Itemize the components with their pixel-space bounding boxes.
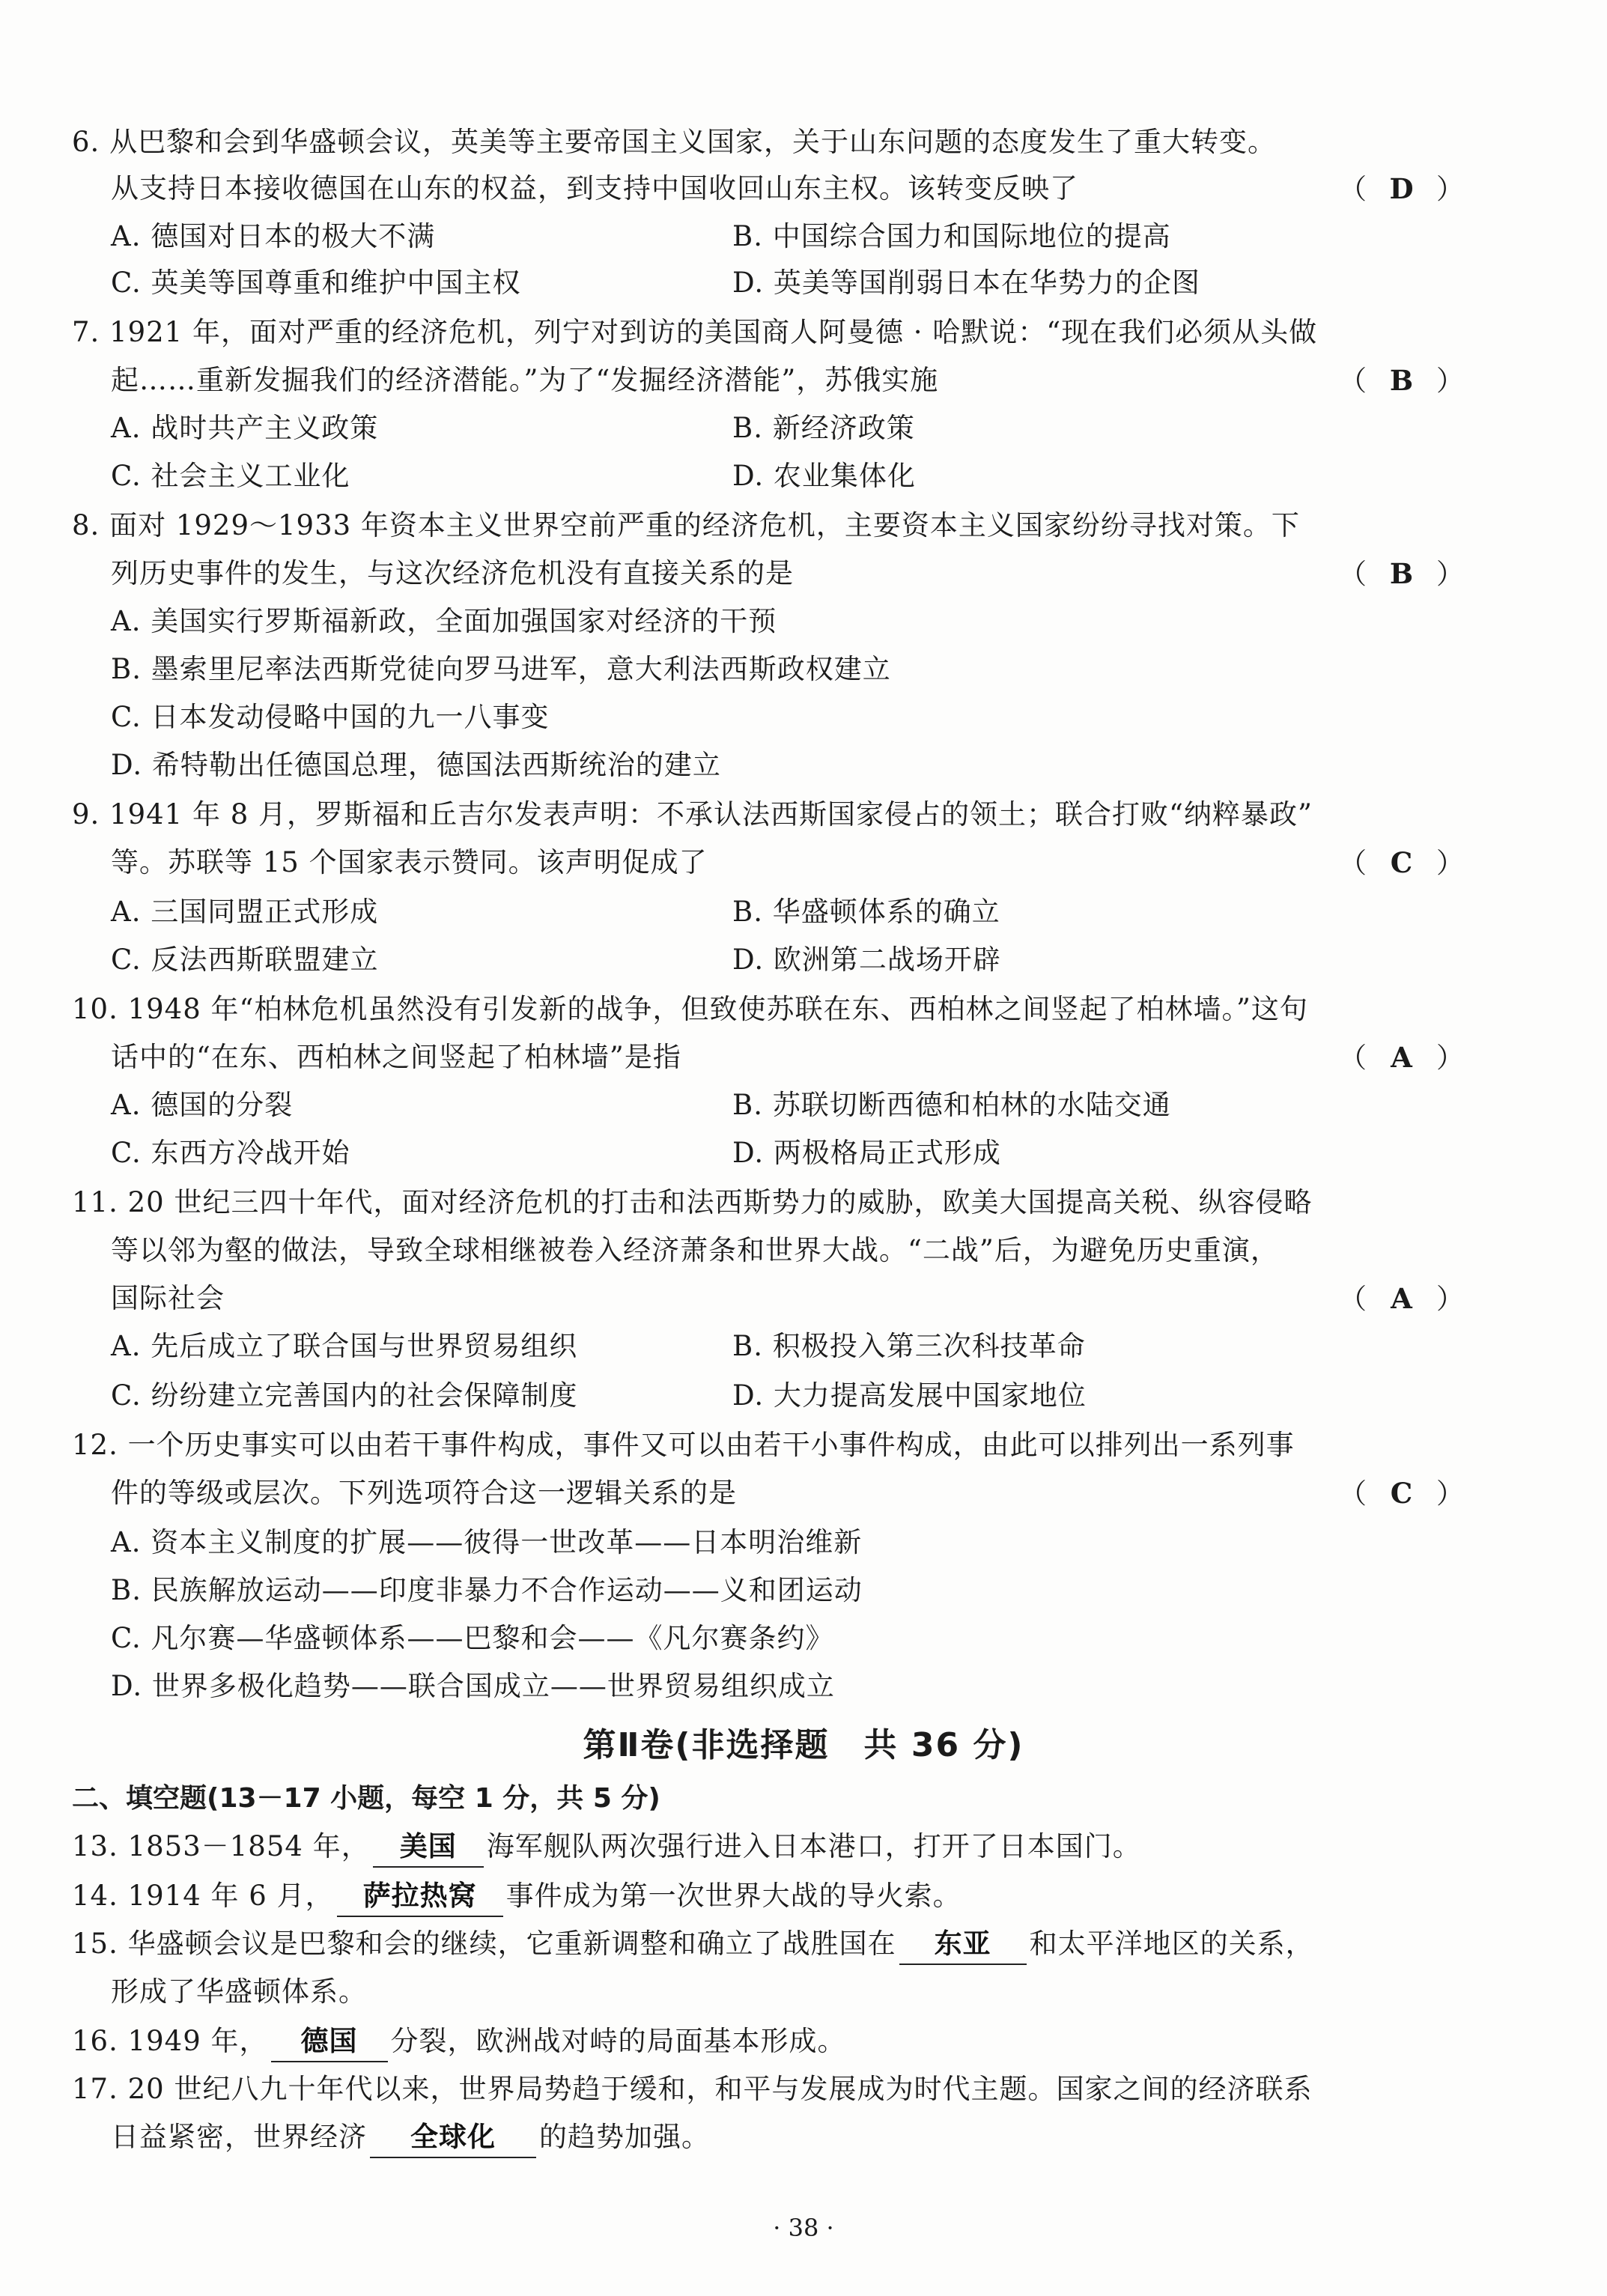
q12-option-b: B. 民族解放运动——印度非暴力不合作运动——义和团运动 bbox=[111, 1574, 863, 1606]
q9-answer bbox=[1339, 839, 1465, 887]
paren-close: ） bbox=[1436, 847, 1465, 879]
q6-option-a: A. 德国对日本的极大不满 bbox=[111, 220, 436, 252]
q7-option-d: D. 农业集体化 bbox=[732, 460, 916, 492]
paren-close: ） bbox=[1436, 1477, 1465, 1510]
q11-option-b: B. 积极投入第三次科技革命 bbox=[732, 1330, 1086, 1362]
q9-answer-letter: C bbox=[1390, 846, 1414, 879]
q15-post: 和太平洋地区的关系， bbox=[1029, 1928, 1314, 1960]
paren-open: （ bbox=[1339, 847, 1367, 879]
q16-post: 分裂，欧洲战对峙的局面基本形成。 bbox=[390, 2025, 846, 2057]
q8-answer bbox=[1339, 550, 1465, 598]
q11-stem-line3: 国际社会 bbox=[111, 1282, 225, 1314]
q11-option-c: C. 纷纷建立完善国内的社会保障制度 bbox=[111, 1379, 578, 1412]
q13-line bbox=[72, 1823, 1141, 1871]
q11-stem-line1: 11. 20 世纪三四十年代，面对经济危机的打击和法西斯势力的威胁，欧美大国提高关税、纵容侵略 bbox=[72, 1186, 1313, 1218]
paren-close: ） bbox=[1436, 365, 1465, 397]
q14-blank: 萨拉热窝 bbox=[337, 1877, 503, 1917]
q17-blank: 全球化 bbox=[370, 2118, 536, 2158]
q12-option-c: C. 凡尔赛—华盛顿体系——巴黎和会——《凡尔赛条约》 bbox=[111, 1622, 834, 1654]
q8-stem-line2: 列历史事件的发生，与这次经济危机没有直接关系的是 bbox=[111, 557, 794, 589]
q9-stem-line1: 9. 1941 年 8 月，罗斯福和丘吉尔发表声明：不承认法西斯国家侵占的领土；联合打败“纳粹暴政” bbox=[72, 798, 1313, 830]
q17-line2 bbox=[111, 2113, 710, 2161]
q7-stem-line2: 起……重新发掘我们的经济潜能。”为了“发掘经济潜能”，苏俄实施 bbox=[111, 364, 939, 396]
q8-answer-letter: B bbox=[1389, 557, 1415, 590]
q9-option-c: C. 反法西斯联盟建立 bbox=[111, 944, 379, 976]
q6-option-b: B. 中国综合国力和国际地位的提高 bbox=[732, 220, 1171, 252]
paren-close: ） bbox=[1436, 558, 1465, 590]
page-number: · 38 · bbox=[773, 2214, 834, 2242]
q11-answer-letter: A bbox=[1391, 1282, 1413, 1315]
q10-option-a: A. 德国的分裂 bbox=[111, 1089, 294, 1121]
q8-option-c: C. 日本发动侵略中国的九一八事变 bbox=[111, 701, 550, 733]
q8-option-a: A. 美国实行罗斯福新政，全面加强国家对经济的干预 bbox=[111, 605, 777, 637]
q11-stem-line2: 等以邻为壑的做法，导致全球相继被卷入经济萧条和世界大战。“二战”后，为避免历史重演， bbox=[111, 1234, 1279, 1266]
paren-close: ） bbox=[1436, 1042, 1465, 1074]
q6-stem-line2: 从支持日本接收德国在山东的权益，到支持中国收回山东主权。该转变反映了 bbox=[111, 172, 1078, 204]
q14-line bbox=[72, 1872, 962, 1920]
q8-option-b: B. 墨索里尼率法西斯党徒向罗马进军，意大利法西斯政权建立 bbox=[111, 653, 891, 685]
q10-option-b: B. 苏联切断西德和柏林的水陆交通 bbox=[732, 1089, 1171, 1121]
q6-answer-letter: D bbox=[1389, 172, 1415, 205]
q10-answer-letter: A bbox=[1391, 1041, 1413, 1074]
q12-stem-line2: 件的等级或层次。下列选项符合这一逻辑关系的是 bbox=[111, 1477, 737, 1509]
q9-stem-line2: 等。苏联等 15 个国家表示赞同。该声明促成了 bbox=[111, 846, 708, 878]
q6-option-d: D. 英美等国削弱日本在华势力的企图 bbox=[732, 267, 1200, 299]
q8-stem-line1: 8. 面对 1929～1933 年资本主义世界空前严重的经济危机，主要资本主义国家纷纷寻找对策。下 bbox=[72, 509, 1300, 541]
q13-post: 海军舰队两次强行进入日本港口，打开了日本国门。 bbox=[486, 1830, 1141, 1862]
q15-pre: 15. 华盛顿会议是巴黎和会的继续，它重新调整和确立了战胜国在 bbox=[72, 1928, 896, 1960]
q7-answer-letter: B bbox=[1389, 364, 1415, 397]
q13-blank: 美国 bbox=[373, 1827, 484, 1868]
section-title: 第Ⅱ卷(非选择题 共 36 分) bbox=[583, 1726, 1024, 1764]
paren-open: （ bbox=[1339, 558, 1367, 590]
q10-stem-line2: 话中的“在东、西柏林之间竖起了柏林墙”是指 bbox=[111, 1041, 681, 1073]
q14-post: 事件成为第一次世界大战的导火索。 bbox=[505, 1880, 962, 1912]
q7-option-a: A. 战时共产主义政策 bbox=[111, 412, 379, 444]
q17-post: 的趋势加强。 bbox=[539, 2121, 710, 2153]
fill-in-heading: 二、填空题(13－17 小题，每空 1 分，共 5 分) bbox=[72, 1783, 660, 1814]
q12-answer-letter: C bbox=[1390, 1477, 1414, 1510]
q7-option-c: C. 社会主义工业化 bbox=[111, 460, 350, 492]
paren-open: （ bbox=[1339, 365, 1367, 397]
q11-answer bbox=[1339, 1275, 1465, 1322]
q6-option-c: C. 英美等国尊重和维护中国主权 bbox=[111, 267, 521, 299]
paren-open: （ bbox=[1339, 173, 1367, 205]
q9-option-b: B. 华盛顿体系的确立 bbox=[732, 896, 1000, 928]
paren-close: ） bbox=[1436, 1283, 1465, 1315]
paren-close: ） bbox=[1436, 173, 1465, 205]
q12-answer bbox=[1339, 1469, 1465, 1517]
q13-pre: 13. 1853－1854 年， bbox=[72, 1830, 370, 1862]
q7-stem-line1: 7. 1921 年，面对严重的经济危机，列宁对到访的美国商人阿曼德 · 哈默说：“现在我们必须从头做 bbox=[72, 316, 1318, 348]
q10-answer bbox=[1339, 1033, 1465, 1081]
q6-stem-line1: 6. 从巴黎和会到华盛顿会议，英美等主要帝国主义国家，关于山东问题的态度发生了重大转变。 bbox=[72, 126, 1277, 158]
q9-option-d: D. 欧洲第二战场开辟 bbox=[732, 944, 1001, 976]
q10-option-d: D. 两极格局正式形成 bbox=[732, 1137, 1001, 1169]
q6-answer bbox=[1339, 165, 1465, 213]
q12-option-d: D. 世界多极化趋势——联合国成立——世界贸易组织成立 bbox=[111, 1670, 835, 1702]
paren-open: （ bbox=[1339, 1042, 1367, 1074]
q11-option-a: A. 先后成立了联合国与世界贸易组织 bbox=[111, 1330, 578, 1362]
q17-line1: 17. 20 世纪八九十年代以来，世界局势趋于缓和，和平与发展成为时代主题。国家之间的经济联系 bbox=[72, 2073, 1313, 2105]
q10-option-c: C. 东西方冷战开始 bbox=[111, 1137, 350, 1169]
q12-option-a: A. 资本主义制度的扩展——彼得一世改革——日本明治维新 bbox=[111, 1526, 863, 1558]
q15-line2: 形成了华盛顿体系。 bbox=[111, 1975, 367, 2008]
q7-answer bbox=[1339, 356, 1465, 404]
q11-option-d: D. 大力提高发展中国家地位 bbox=[732, 1379, 1087, 1412]
q16-pre: 16. 1949 年， bbox=[72, 2025, 268, 2057]
q14-pre: 14. 1914 年 6 月， bbox=[72, 1880, 334, 1912]
q17-pre: 日益紧密，世界经济 bbox=[111, 2121, 367, 2153]
q12-stem-line1: 12. 一个历史事实可以由若干事件构成，事件又可以由若干小事件构成，由此可以排列出一系列事 bbox=[72, 1429, 1295, 1461]
paren-open: （ bbox=[1339, 1477, 1367, 1510]
paren-open: （ bbox=[1339, 1283, 1367, 1315]
q15-line1 bbox=[72, 1920, 1314, 1968]
q7-option-b: B. 新经济政策 bbox=[732, 412, 915, 444]
q10-stem-line1: 10. 1948 年“柏林危机虽然没有引发新的战争，但致使苏联在东、西柏林之间竖起了柏林墙。”这句 bbox=[72, 993, 1308, 1025]
q16-line bbox=[72, 2017, 846, 2065]
q8-option-d: D. 希特勒出任德国总理，德国法西斯统治的建立 bbox=[111, 749, 721, 781]
q16-blank: 德国 bbox=[271, 2022, 388, 2062]
q9-option-a: A. 三国同盟正式形成 bbox=[111, 896, 379, 928]
q15-blank: 东亚 bbox=[899, 1925, 1027, 1965]
